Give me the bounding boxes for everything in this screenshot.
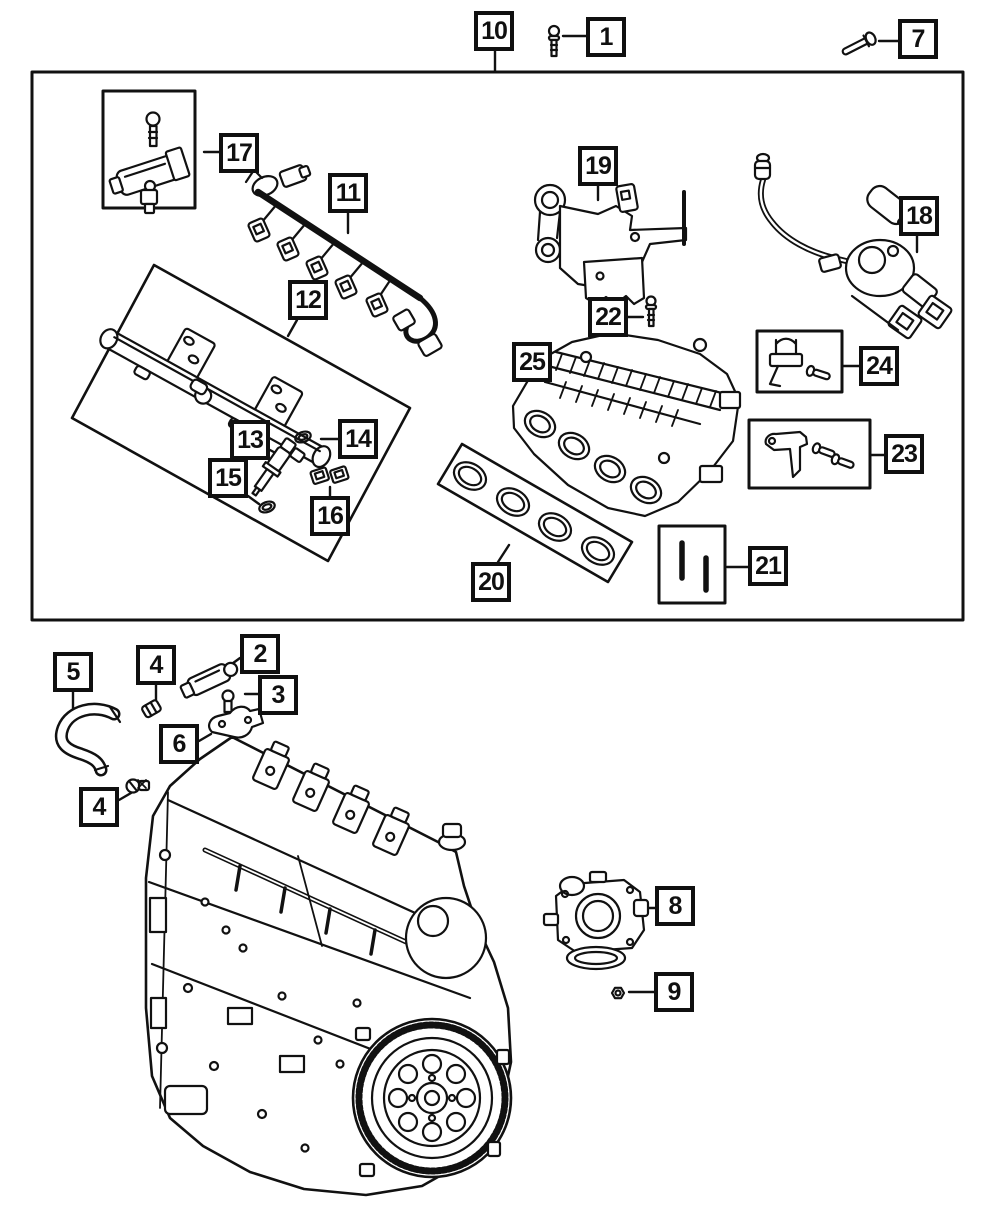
nut-item-9-illustration (612, 988, 624, 998)
fitting-4-upper-illustration (141, 699, 162, 718)
callout-21[interactable]: 21 (748, 546, 788, 586)
callout-23[interactable]: 23 (884, 434, 924, 474)
callout-3[interactable]: 3 (258, 675, 298, 715)
fuel-rail-illustration (93, 294, 351, 476)
callout-5[interactable]: 5 (53, 652, 93, 692)
screw-item-7-illustration (840, 31, 878, 59)
callout-2[interactable]: 2 (240, 634, 280, 674)
callout-20[interactable]: 20 (471, 562, 511, 602)
callout-16[interactable]: 16 (310, 496, 350, 536)
callout-22[interactable]: 22 (588, 297, 628, 337)
callout-13[interactable]: 13 (230, 420, 270, 460)
hose-illustration (61, 707, 120, 770)
callout-1[interactable]: 1 (586, 17, 626, 57)
callout-4-upper[interactable]: 4 (136, 645, 176, 685)
clamp-bracket-illustration (770, 339, 831, 386)
callout-9[interactable]: 9 (654, 972, 694, 1012)
callout-19[interactable]: 19 (578, 146, 618, 186)
l-bracket-screws-illustration (766, 432, 855, 477)
stud-item-22-illustration (646, 297, 656, 327)
callout-11[interactable]: 11 (328, 173, 368, 213)
callout-25[interactable]: 25 (512, 342, 552, 382)
support-bracket-illustration (535, 184, 686, 304)
bolt-item-3-illustration (223, 691, 234, 713)
callout-6[interactable]: 6 (159, 724, 199, 764)
map-sensor-illustration (106, 113, 189, 214)
callout-12[interactable]: 12 (288, 280, 328, 320)
bracket-item-6-illustration (209, 707, 263, 738)
callout-18[interactable]: 18 (899, 196, 939, 236)
callout-24[interactable]: 24 (859, 346, 899, 386)
callout-17[interactable]: 17 (219, 133, 259, 173)
bolt-item-1-illustration (549, 26, 559, 56)
callout-10[interactable]: 10 (474, 11, 514, 51)
callout-7[interactable]: 7 (898, 19, 938, 59)
throttle-body-illustration (544, 872, 648, 969)
callout-8[interactable]: 8 (655, 886, 695, 926)
engine-assembly-illustration (138, 737, 511, 1195)
stud-pair-illustration (682, 543, 706, 590)
callout-15[interactable]: 15 (208, 458, 248, 498)
callout-14[interactable]: 14 (338, 419, 378, 459)
fuel-pump-illustration (755, 154, 953, 339)
callout-4-lower[interactable]: 4 (79, 787, 119, 827)
